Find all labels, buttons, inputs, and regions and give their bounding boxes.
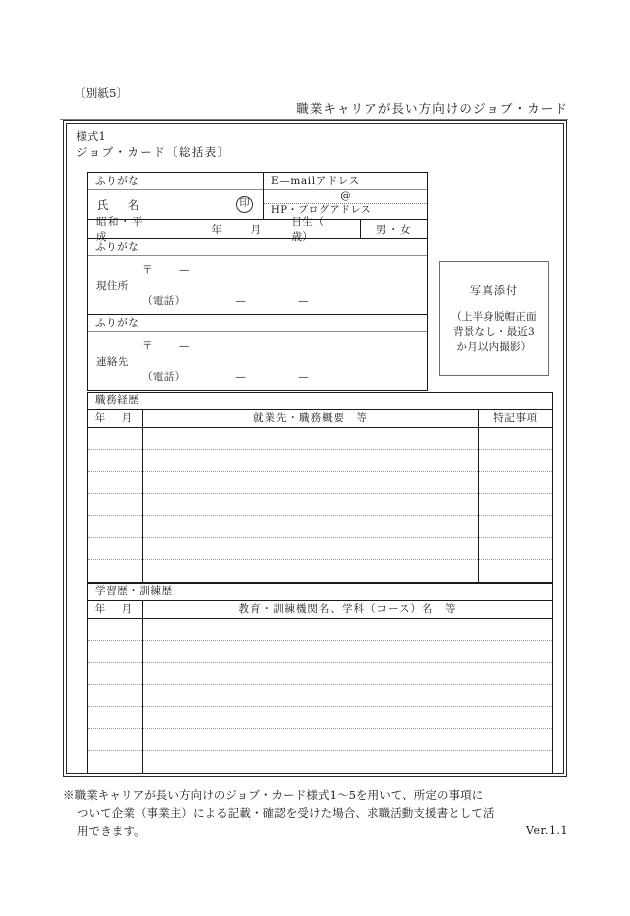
work-history-title: 職務経歴 [88, 393, 552, 410]
table-row[interactable] [143, 729, 552, 751]
name-column [88, 173, 264, 219]
personal-information-block [87, 172, 428, 391]
work-history-col-remarks: 特記事項 [478, 410, 552, 427]
era-label: 昭和・平成 [96, 216, 144, 243]
contact-address-block [88, 315, 427, 390]
footer-note-block [63, 786, 568, 840]
birthdate-fields[interactable] [88, 216, 361, 243]
job-card-form-inner [66, 123, 564, 774]
work-history-remarks-column[interactable] [478, 428, 552, 582]
postal-mark-icon: 〒 [142, 340, 153, 352]
email-input-row[interactable]: @ [264, 190, 427, 204]
table-row[interactable] [143, 560, 478, 582]
table-row[interactable] [88, 707, 142, 729]
table-row[interactable] [143, 663, 552, 685]
table-row[interactable] [143, 538, 478, 560]
education-history-title: 学習歴・訓練歴 [88, 584, 552, 601]
current-address-fields[interactable] [140, 256, 427, 314]
footer-note-line-2: ついて企業（事業主）による記載・確認を受けた場合、求職活動支援書として活 [77, 806, 495, 820]
name-label: 氏 名 [97, 197, 144, 212]
photo-note-line-1: （上半身脱帽正面 [451, 311, 537, 323]
current-address-furigana-label: ふりがな [88, 239, 427, 256]
work-history-col-summary: 就業先・職務概要 等 [253, 412, 368, 424]
current-address-tel-row[interactable] [142, 293, 309, 308]
contact-address-label: 連絡先 [96, 355, 129, 368]
tel-dash-1: — [235, 371, 247, 383]
work-history-body [88, 428, 552, 582]
table-row[interactable] [143, 641, 552, 663]
work-history-date-column[interactable] [88, 428, 143, 582]
table-row[interactable] [143, 428, 478, 450]
tel-dash-2: — [298, 295, 309, 307]
form-number: 様式1 [76, 130, 106, 143]
year-label: 年 [211, 223, 223, 236]
table-row[interactable] [88, 428, 142, 450]
sex-selector[interactable]: 男・女 [375, 223, 413, 236]
table-row[interactable] [479, 494, 552, 516]
table-row[interactable] [88, 560, 142, 582]
job-card-form-frame [63, 120, 567, 777]
tel-label: （電話） [142, 295, 186, 307]
table-row[interactable] [479, 516, 552, 538]
table-row[interactable] [143, 494, 478, 516]
education-history-block [87, 583, 553, 774]
education-history-col-date: 年 月 [88, 601, 143, 618]
zip-dash: — [178, 340, 190, 352]
current-address-zip-row[interactable] [142, 262, 190, 277]
name-furigana-label: ふりがな [88, 173, 263, 190]
contact-address-furigana-label: ふりがな [88, 315, 427, 332]
education-history-col-institution: 教育・訓練機関名、学科（コース）名 等 [238, 603, 457, 615]
email-label: E—mailアドレス [264, 173, 427, 190]
version-label: Ver.1.1 [526, 824, 568, 837]
table-row[interactable] [88, 516, 142, 538]
current-address-body[interactable] [88, 256, 427, 314]
work-history-col-date: 年 月 [88, 410, 143, 427]
document-title-block [60, 98, 568, 120]
current-address-label: 現住所 [96, 279, 129, 292]
contact-address-fields[interactable] [140, 332, 427, 390]
contact-address-body[interactable] [88, 332, 427, 390]
table-row[interactable] [479, 450, 552, 472]
photo-attachment-box[interactable] [439, 261, 549, 376]
education-history-header-row [88, 601, 552, 619]
table-row[interactable] [88, 641, 142, 663]
form-name: ジョブ・カード〔総括表〕 [76, 145, 231, 159]
table-row[interactable] [88, 729, 142, 751]
table-row[interactable] [143, 472, 478, 494]
education-history-date-column[interactable] [88, 619, 143, 773]
tel-dash-2: — [298, 371, 309, 383]
work-history-header-row [88, 410, 552, 428]
tel-label: （電話） [142, 371, 186, 383]
table-row[interactable] [479, 472, 552, 494]
work-history-summary-column[interactable] [143, 428, 478, 582]
table-row[interactable] [143, 751, 552, 773]
table-row[interactable] [88, 751, 142, 773]
table-row[interactable] [479, 428, 552, 450]
page-title: 職業キャリアが長い方向けのジョブ・カード [296, 101, 568, 116]
table-row[interactable] [143, 707, 552, 729]
education-history-institution-column[interactable] [143, 619, 552, 773]
email-column [264, 173, 427, 219]
table-row[interactable] [143, 619, 552, 641]
zip-dash: — [178, 264, 190, 276]
table-row[interactable] [88, 538, 142, 560]
table-row[interactable] [88, 472, 142, 494]
table-row[interactable] [88, 619, 142, 641]
table-row[interactable] [88, 663, 142, 685]
attachment-tag: 〔別紙5〕 [74, 86, 129, 100]
postal-mark-icon: 〒 [142, 264, 153, 276]
table-row[interactable] [88, 450, 142, 472]
table-row[interactable] [88, 685, 142, 707]
tel-dash-1: — [235, 295, 247, 307]
table-row[interactable] [143, 516, 478, 538]
seal-stamp-icon: 印 [236, 196, 253, 213]
table-row[interactable] [143, 685, 552, 707]
day-age-label: 日生（ 歳） [291, 216, 347, 243]
current-address-block [88, 239, 427, 315]
footer-note-line-3: 用できます。 [77, 824, 146, 838]
photo-note-line-2: 背景なし・最近3 [453, 326, 535, 338]
table-row[interactable] [88, 494, 142, 516]
birthdate-row[interactable] [88, 216, 427, 243]
table-row[interactable] [479, 538, 552, 560]
contact-address-tel-row[interactable] [142, 369, 309, 384]
footer-note-line-1: ※職業キャリアが長い方向けのジョブ・カード様式1～5を用いて、所定の事項に [63, 788, 484, 802]
photo-attachment-note [440, 310, 548, 355]
contact-address-zip-row[interactable] [142, 338, 190, 353]
work-history-block [87, 392, 553, 583]
homepage-label: HP・ブログアドレス [271, 205, 372, 216]
table-row[interactable] [143, 450, 478, 472]
name-email-row [88, 173, 427, 220]
month-label: 月 [250, 223, 262, 236]
education-history-body [88, 619, 552, 773]
table-row[interactable] [479, 560, 552, 582]
photo-note-line-3: か月以内撮影） [456, 341, 532, 353]
photo-attachment-title: 写真添付 [470, 284, 518, 297]
